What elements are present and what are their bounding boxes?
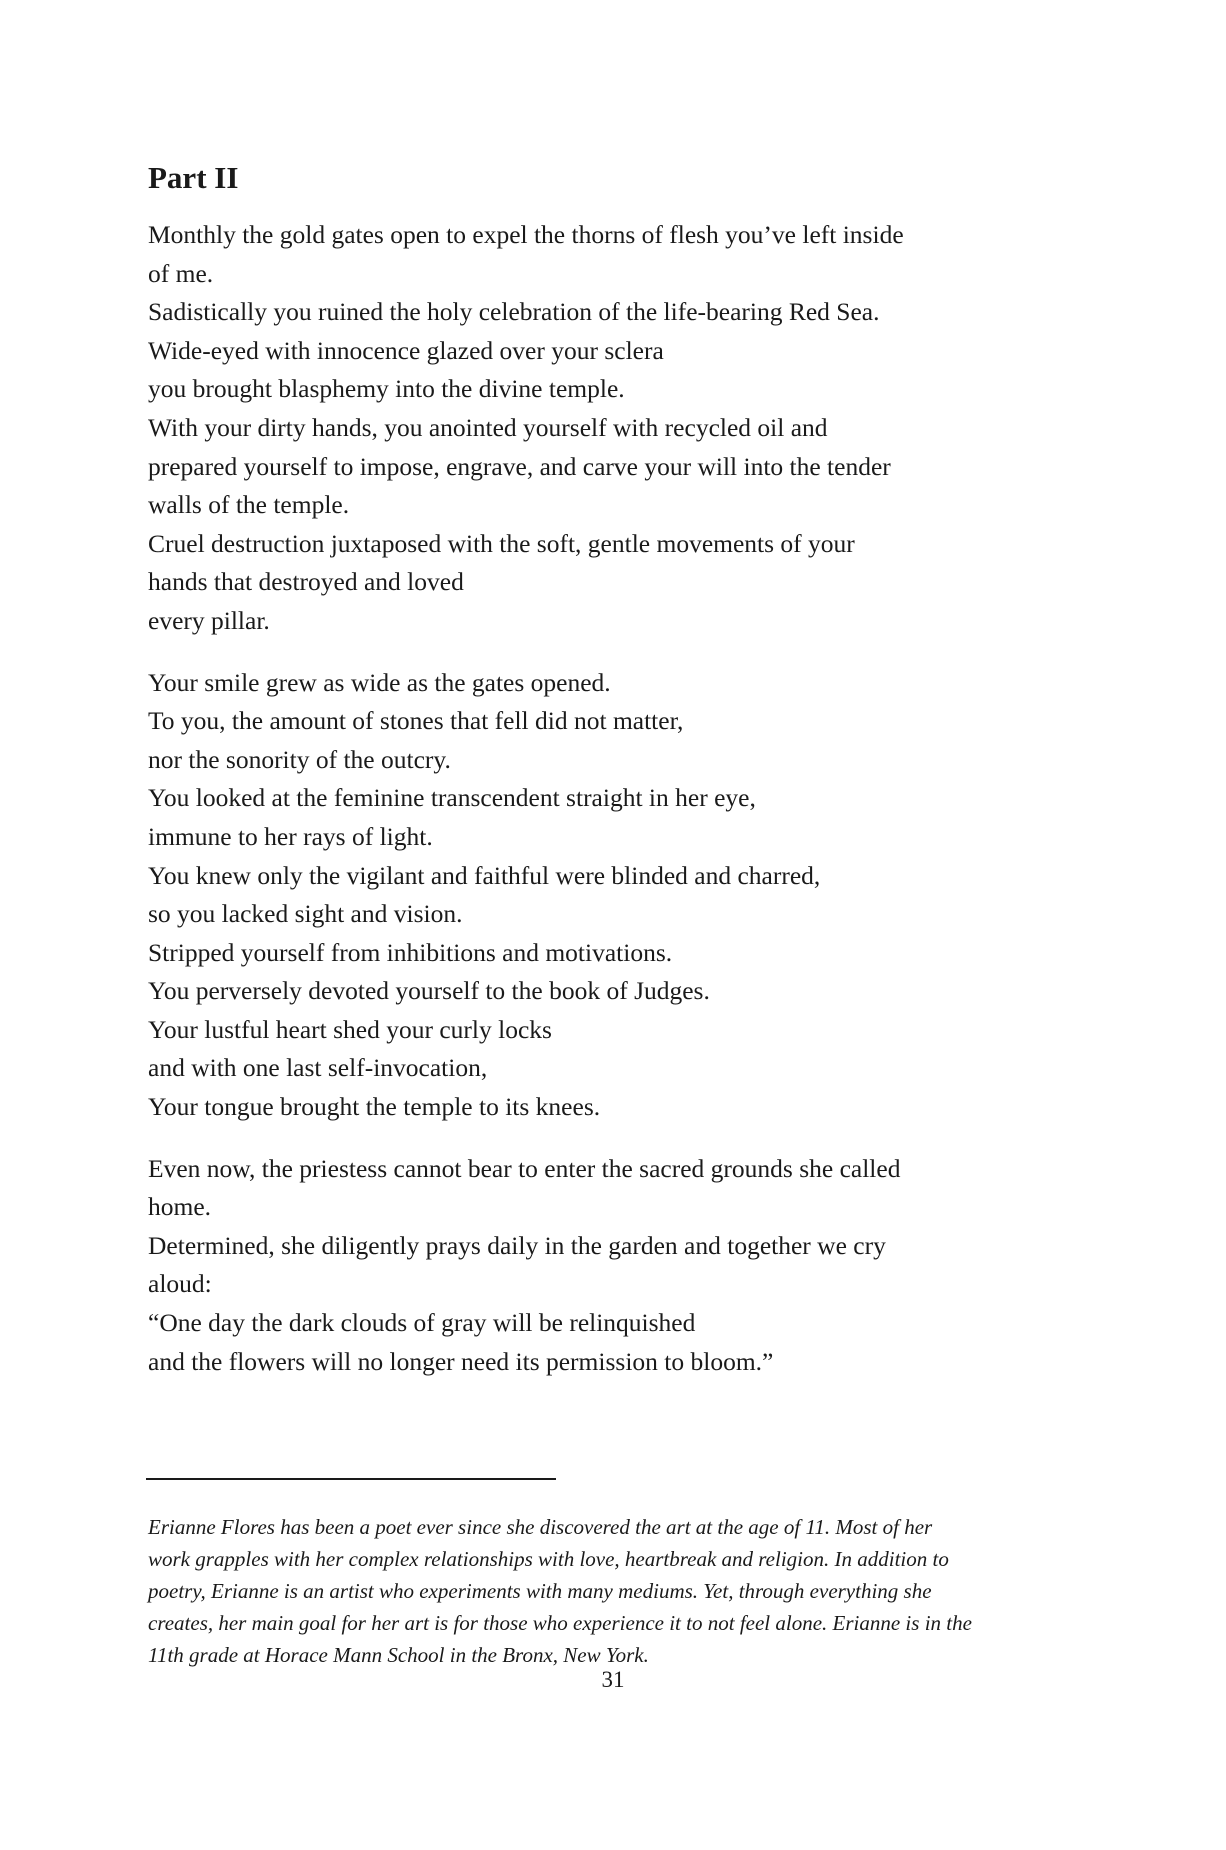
bio-line: Erianne Flores has been a poet ever since she discovered the art at the age of 11. Most of her xyxy=(148,1515,933,1539)
stanza-2 xyxy=(148,664,1078,1127)
stanza-1 xyxy=(148,216,1078,641)
stanza-3 xyxy=(148,1150,1078,1382)
section-heading: Part II xyxy=(148,160,239,195)
poem-line: home. xyxy=(148,1192,212,1222)
footnote-divider xyxy=(146,1478,556,1480)
poem-line: so you lacked sight and vision. xyxy=(148,899,463,929)
poem-line: nor the sonority of the outcry. xyxy=(148,744,451,774)
poem-line: and the flowers will no longer need its permission to bloom.” xyxy=(148,1346,774,1376)
author-bio xyxy=(148,1511,1078,1671)
poem-line: of me. xyxy=(148,258,214,288)
poem-line: prepared yourself to impose, engrave, and carve your will into the tender xyxy=(148,451,891,481)
poem-line: Monthly the gold gates open to expel the thorns of flesh you’ve left inside xyxy=(148,220,904,249)
poem-line: You looked at the feminine transcendent straight in her eye, xyxy=(148,783,756,813)
bio-line: 11th grade at Horace Mann School in the Bronx, New York. xyxy=(148,1643,649,1667)
poem-line: Determined, she diligently prays daily in the garden and together we cry xyxy=(148,1230,886,1260)
bio-line: poetry, Erianne is an artist who experiments with many mediums. Yet, through everything she xyxy=(148,1579,932,1603)
poem-line: To you, the amount of stones that fell did not matter, xyxy=(148,706,684,736)
poem-line: walls of the temple. xyxy=(148,490,350,520)
poem-line: Sadistically you ruined the holy celebration of the life-bearing Red Sea. xyxy=(148,297,880,327)
poem-line: “One day the dark clouds of gray will be relinquished xyxy=(148,1308,696,1338)
poem-line: hands that destroyed and loved xyxy=(148,567,464,597)
poem-line: Your smile grew as wide as the gates opened. xyxy=(148,667,611,697)
poem-line: you brought blasphemy into the divine temple. xyxy=(148,374,625,404)
poem-line: immune to her rays of light. xyxy=(148,821,433,851)
poem-line: Your lustful heart shed your curly locks xyxy=(148,1014,552,1044)
poem-line: and with one last self-invocation, xyxy=(148,1053,488,1083)
poem-line: You knew only the vigilant and faithful were blinded and charred, xyxy=(148,860,821,890)
poem-line: every pillar. xyxy=(148,605,270,635)
bio-line: creates, her main goal for her art is for those who experience it to not feel alone. Erianne is in the xyxy=(148,1611,972,1635)
poem-line: You perversely devoted yourself to the book of Judges. xyxy=(148,976,710,1006)
poem-line: Even now, the priestess cannot bear to enter the sacred grounds she called xyxy=(148,1153,901,1183)
poem-line: aloud: xyxy=(148,1269,212,1299)
poem-line: Your tongue brought the temple to its knees. xyxy=(148,1092,601,1122)
page-number: 31 xyxy=(601,1667,625,1692)
poem-line: Wide-eyed with innocence glazed over your sclera xyxy=(148,335,664,365)
poem-line: Cruel destruction juxtaposed with the soft, gentle movements of your xyxy=(148,528,855,558)
poem-line: Stripped yourself from inhibitions and motivations. xyxy=(148,937,673,967)
poem-line: With your dirty hands, you anointed yourself with recycled oil and xyxy=(148,412,828,442)
poem-body xyxy=(148,216,1078,1404)
bio-line: work grapples with her complex relationships with love, heartbreak and religion. In addition to xyxy=(148,1547,949,1571)
